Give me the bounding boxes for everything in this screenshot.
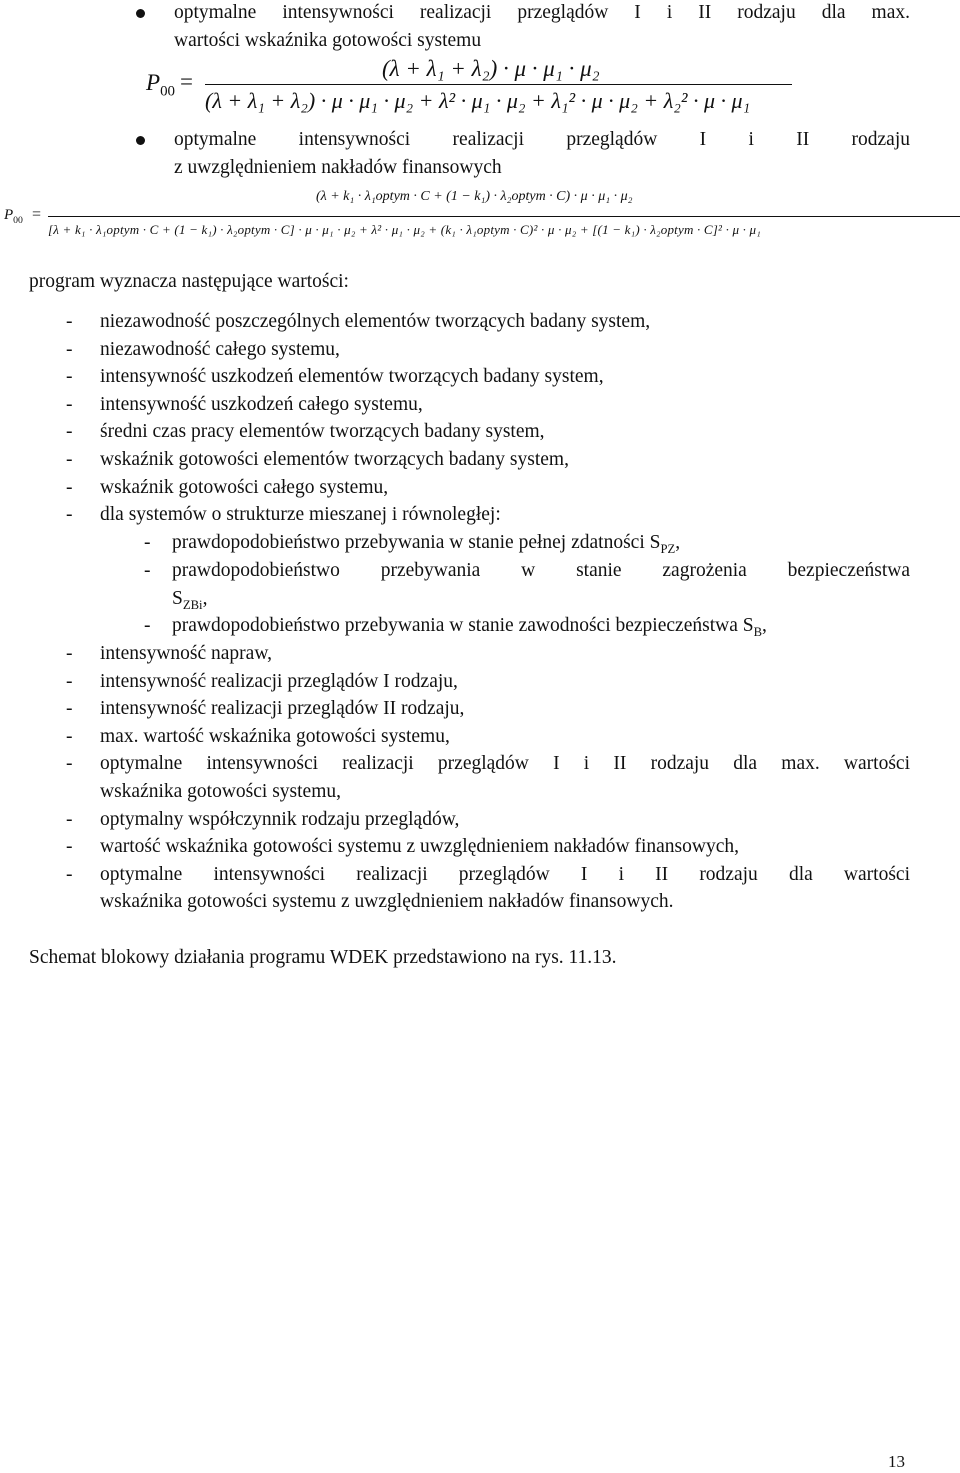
bullet-marker [136,136,145,145]
dash-marker: - [66,698,73,719]
sub-list-item: prawdopodobieństwo przebywania w stanie zagrożenia bezpieczeństwa [172,560,910,581]
bullet-text-line: wartości wskaźnika gotowości systemu [174,30,482,51]
list-item: intensywność uszkodzeń całego systemu, [100,394,423,415]
closing-paragraph: Schemat blokowy działania programu WDEK przedstawiono na rys. 11.13. [29,947,617,968]
dash-marker: - [66,836,73,857]
list-intro: program wyznacza następujące wartości: [29,271,349,292]
list-item: wartość wskaźnika gotowości systemu z uwzględnieniem nakładów finansowych, [100,836,740,857]
list-item: średni czas pracy elementów tworzących badany system, [100,421,545,442]
sub-dash-marker: - [144,560,151,581]
dash-marker: - [66,421,73,442]
list-item: intensywność realizacji przeglądów I rodzaju, [100,671,458,692]
bullet-text-line: optymalne intensywności realizacji przeglądów I i II rodzaju [174,129,910,150]
formula-1-fraction-bar [205,84,792,85]
list-item: optymalny współczynnik rodzaju przeglądów, [100,809,460,830]
dash-marker: - [66,394,73,415]
formula-1-lhs: $P_{00}$ [146,70,175,100]
list-item: niezawodność całego systemu, [100,339,340,360]
bullet-marker [136,9,145,18]
list-item: wskaźnik gotowości całego systemu, [100,477,389,498]
formula-1-denominator: (λ + λ₁ + λ₂) · μ · μ₁ · μ₂ + λ² · μ₁ · μ₂ + λ₁² · μ · μ₂ + λ₂² · μ · μ₁ [205,88,751,113]
list-item: niezawodność poszczególnych elementów tworzących badany system, [100,311,651,332]
list-item: optymalne intensywności realizacji przeglądów I i II rodzaju dla wartości [100,864,910,885]
sub-list-item: prawdopodobieństwo przebywania w stanie pełnej zdatności $S_{PZ}$, [172,532,681,556]
dash-marker: - [66,643,73,664]
formula-2-numerator: (λ + k₁ · λ₁optym · C + (1 − k₁) · λ₂optym · C) · μ · μ₁ · μ₂ [316,189,633,204]
sub-dash-marker: - [144,532,151,553]
dash-marker: - [66,311,73,332]
page-number: 13 [888,1452,905,1471]
dash-marker: - [66,726,73,747]
list-item: intensywność realizacji przeglądów II rodzaju, [100,698,465,719]
dash-marker: - [66,477,73,498]
list-item: max. wartość wskaźnika gotowości systemu, [100,726,450,747]
list-item: dla systemów o strukturze mieszanej i równoległej: [100,504,501,525]
dash-marker: - [66,753,73,774]
formula-2-denominator: [λ + k₁ · λ₁optym · C + (1 − k₁) · λ₂optym · C] · μ · μ₁ · μ₂ + λ² · μ₁ · μ₂ + (k₁ · λ₁optym · C)² · μ · μ₂ + [(1 − k₁) · λ₂optym · C]² · μ · μ₁ [48,222,761,237]
dash-marker: - [66,339,73,360]
formula-2-equals: = [32,206,42,223]
dash-marker: - [66,864,73,885]
list-item-continuation: wskaźnika gotowości systemu z uwzględnieniem nakładów finansowych. [100,891,674,912]
list-item-continuation: wskaźnika gotowości systemu, [100,781,342,802]
list-item: wskaźnik gotowości elementów tworzących badany system, [100,449,569,470]
sub-dash-marker: - [144,615,151,636]
list-item: intensywność uszkodzeń elementów tworzących badany system, [100,366,604,387]
dash-marker: - [66,449,73,470]
sub-list-item-continuation: $S_{ZBi}$, [172,588,208,612]
list-item: intensywność napraw, [100,643,273,664]
dash-marker: - [66,809,73,830]
formula-2-fraction-bar [48,216,960,217]
formula-2-lhs: $P_{00}$ [4,207,23,226]
bullet-text-line: z uwzględnieniem nakładów finansowych [174,157,502,178]
sub-list-item: prawdopodobieństwo przebywania w stanie zawodności bezpieczeństwa $S_B$, [172,615,767,639]
formula-1-equals: = [180,69,193,94]
bullet-text-line: optymalne intensywności realizacji przeglądów I i II rodzaju dla max. [174,2,910,23]
dash-marker: - [66,366,73,387]
formula-1-numerator: (λ + λ₁ + λ₂) · μ · μ₁ · μ₂ [382,56,600,81]
list-item: optymalne intensywności realizacji przeglądów I i II rodzaju dla max. wartości [100,753,910,774]
dash-marker: - [66,504,73,525]
dash-marker: - [66,671,73,692]
